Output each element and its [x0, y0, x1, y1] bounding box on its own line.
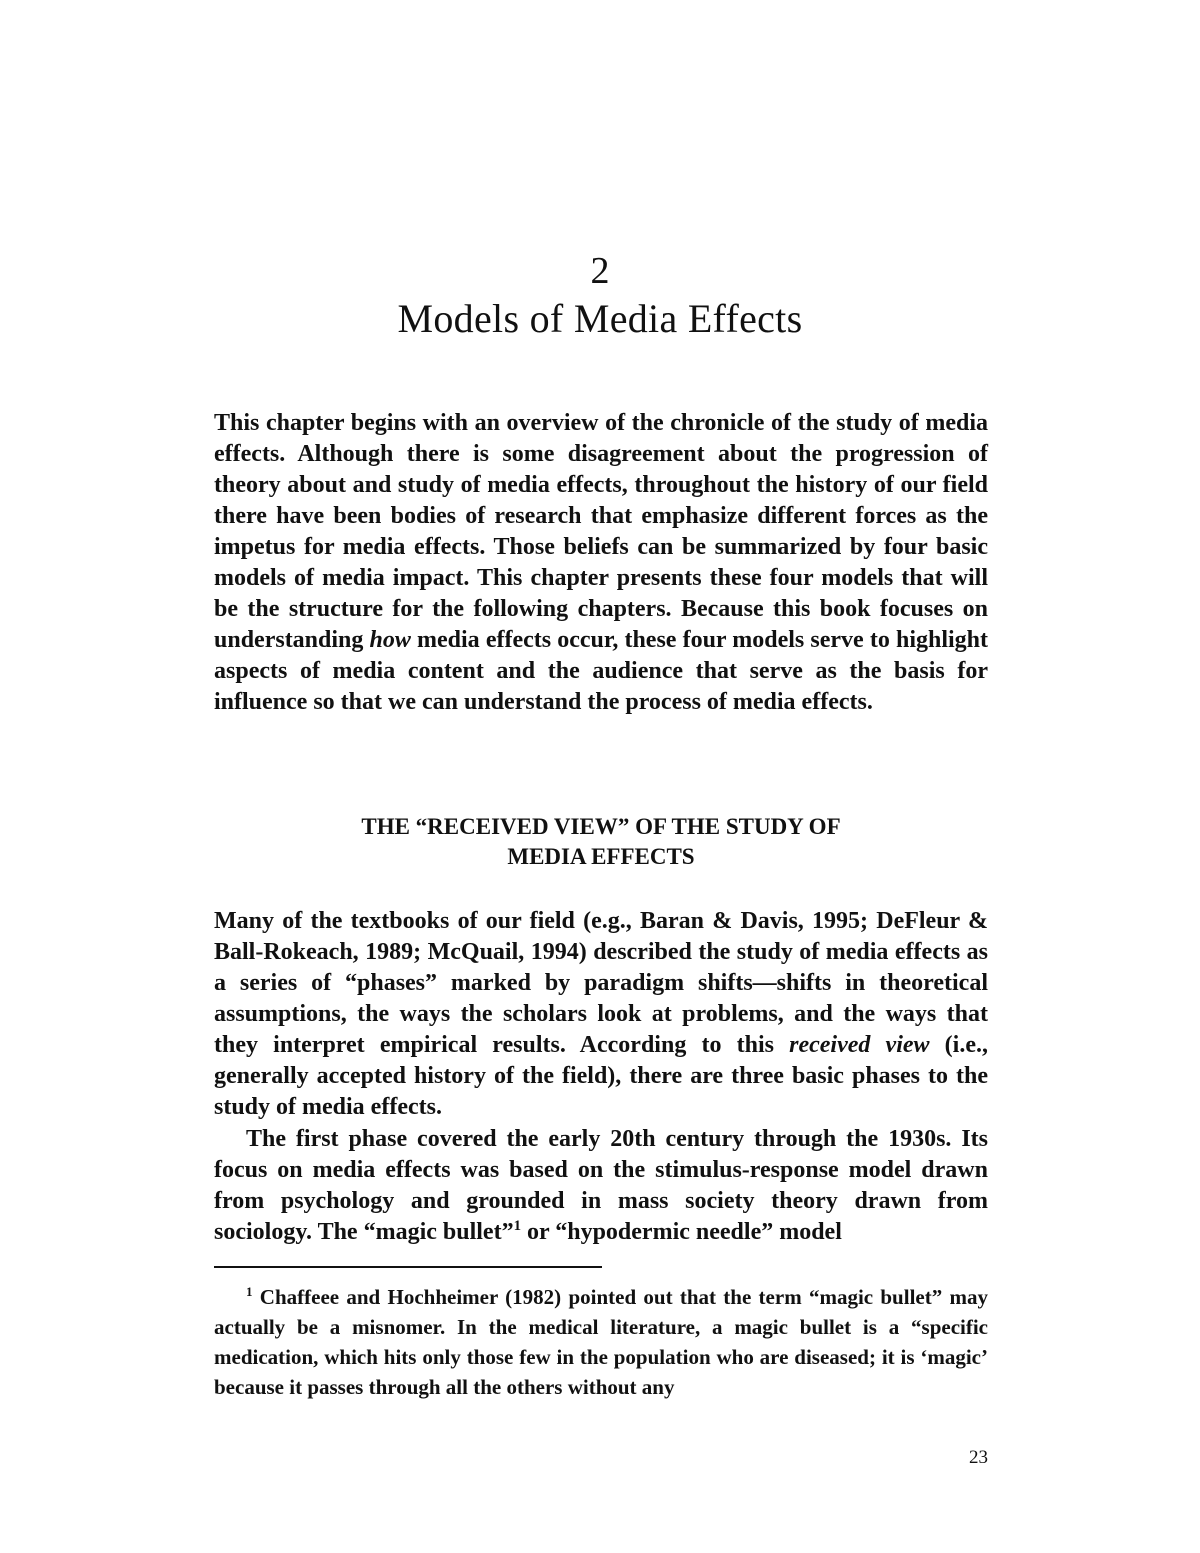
- footnote: [214, 1282, 988, 1402]
- body-paragraph-2: [214, 1124, 988, 1248]
- footnote-text: Chaffeee and Hochheimer (1982) pointed out that the term “magic bullet” may actually be a misnomer. In the medical literature, a magic bullet is a “specific medication, which hits only those few in the population who are diseased; it is ‘magic’ because it passes through all the others without any: [214, 1285, 988, 1399]
- section-heading-line-2: MEDIA EFFECTS: [507, 844, 695, 869]
- body-paragraph-1-part-1: Many of the textbooks of our field (e.g., Baran & Davis, 1995; DeFleur & Ball-Rokeach, 1989; McQuail, 1994) described the study of media effects as a series of “phases” marked by paradigm shifts—shifts in theoretical assumptions, the ways the scholars look at problems, and the ways that they interpret empirical results. According to this: [214, 908, 988, 1058]
- intro-text-part-1: This chapter begins with an overview of the chronicle of the study of media effects. Although there is some disagreement about the progression of theory about and study of media effects, throughout the history of our field there have been bodies of research that emphasize different forces as the impetus for media effects. Those beliefs can be summarized by four basic models of media impact. This chapter presents these four models that will be the structure for the following chapters. Because this book focuses on understanding: [214, 410, 988, 653]
- chapter-title: Models of Media Effects: [397, 296, 803, 341]
- intro-text-part-2: media effects occur, these four models serve to highlight aspects of media content and the audience that serve as the basis for influence so that we can understand the process of media effects.: [214, 627, 989, 715]
- body-paragraph-1-italic: received view: [789, 1032, 930, 1058]
- section-heading-line-1: THE “RECEIVED VIEW” OF THE STUDY OF: [361, 814, 841, 839]
- footnote-reference[interactable]: 1: [513, 1218, 522, 1234]
- intro-italic-how: how: [369, 627, 411, 653]
- footnote-marker: 1: [246, 1284, 253, 1299]
- body-paragraph-1-part-2: (i.e., generally accepted history of the field), there are three basic phases to the study of media effects.: [214, 1032, 988, 1120]
- footnote-rule: [214, 1266, 602, 1268]
- body-paragraph-1: [214, 906, 988, 1123]
- section-heading: [214, 812, 988, 872]
- body-paragraph-2-part-2: or “hypodermic needle” model: [521, 1219, 842, 1245]
- chapter-number: 2: [590, 250, 610, 292]
- intro-paragraph: [214, 408, 988, 718]
- page-number: 23: [969, 1447, 988, 1468]
- body-paragraph-2-part-1: The first phase covered the early 20th century through the 1930s. Its focus on media effects was based on the stimulus-response model drawn from psychology and grounded in mass society theory drawn from sociology. The “magic bullet”: [214, 1126, 988, 1245]
